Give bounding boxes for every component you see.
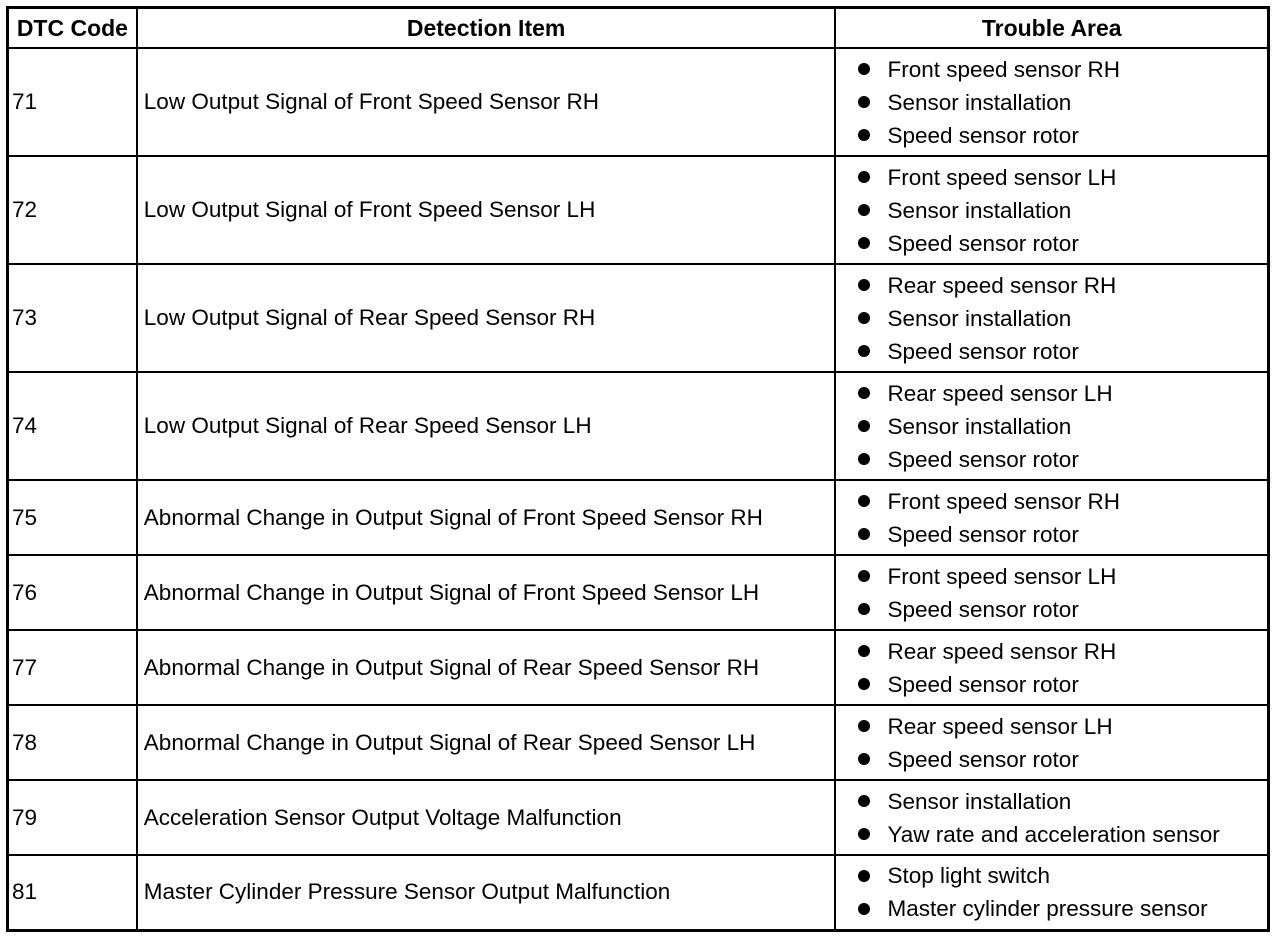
table-row xyxy=(8,630,1269,705)
table-row xyxy=(8,780,1269,855)
bullet-icon xyxy=(858,453,870,465)
bullet-icon xyxy=(858,420,870,432)
trouble-area-text: Rear speed sensor LH xyxy=(887,713,1113,739)
list-item xyxy=(858,785,1267,818)
trouble-area-cell xyxy=(835,372,1268,480)
list-item xyxy=(858,743,1267,776)
list-item xyxy=(858,518,1267,551)
trouble-area-list xyxy=(858,635,1267,701)
list-item xyxy=(858,302,1267,335)
bullet-icon xyxy=(858,720,870,732)
trouble-area-text: Master cylinder pressure sensor xyxy=(887,896,1208,922)
detection-item-cell: Master Cylinder Pressure Sensor Output Malfunction xyxy=(137,855,836,930)
bullet-icon xyxy=(858,795,870,807)
list-item xyxy=(858,119,1267,152)
header-trouble-area: Trouble Area xyxy=(835,8,1268,49)
list-item xyxy=(858,86,1267,119)
detection-item-cell: Abnormal Change in Output Signal of Rear Speed Sensor RH xyxy=(137,630,836,705)
trouble-area-list xyxy=(858,785,1267,851)
list-item xyxy=(858,560,1267,593)
table-row xyxy=(8,156,1269,264)
trouble-area-cell xyxy=(835,156,1268,264)
detection-item-cell: Low Output Signal of Rear Speed Sensor RH xyxy=(137,264,836,372)
bullet-icon xyxy=(858,870,870,882)
trouble-area-list xyxy=(858,710,1267,776)
header-detection-item: Detection Item xyxy=(137,8,836,49)
bullet-icon xyxy=(858,678,870,690)
trouble-area-text: Rear speed sensor LH xyxy=(887,380,1113,406)
dtc-code-cell: 77 xyxy=(8,630,137,705)
bullet-icon xyxy=(858,345,870,357)
trouble-area-text: Speed sensor rotor xyxy=(887,338,1079,364)
list-item xyxy=(858,443,1267,476)
trouble-area-text: Speed sensor rotor xyxy=(887,521,1079,547)
detection-item-cell: Abnormal Change in Output Signal of Front Speed Sensor RH xyxy=(137,480,836,555)
table-row xyxy=(8,372,1269,480)
table-row xyxy=(8,555,1269,630)
list-item xyxy=(858,227,1267,260)
detection-item-cell: Low Output Signal of Front Speed Sensor LH xyxy=(137,156,836,264)
list-item xyxy=(858,485,1267,518)
bullet-icon xyxy=(858,129,870,141)
trouble-area-text: Speed sensor rotor xyxy=(887,671,1079,697)
trouble-area-text: Speed sensor rotor xyxy=(887,230,1079,256)
list-item xyxy=(858,377,1267,410)
bullet-icon xyxy=(858,204,870,216)
list-item xyxy=(858,635,1267,668)
dtc-table xyxy=(6,6,1270,932)
header-dtc-code: DTC Code xyxy=(8,8,137,49)
trouble-area-text: Sensor installation xyxy=(887,788,1072,814)
trouble-area-text: Front speed sensor LH xyxy=(887,164,1117,190)
list-item xyxy=(858,161,1267,194)
bullet-icon xyxy=(858,312,870,324)
trouble-area-text: Speed sensor rotor xyxy=(887,596,1079,622)
bullet-icon xyxy=(858,570,870,582)
bullet-icon xyxy=(858,528,870,540)
detection-item-cell: Acceleration Sensor Output Voltage Malfunction xyxy=(137,780,836,855)
trouble-area-text: Front speed sensor RH xyxy=(887,56,1121,82)
bullet-icon xyxy=(858,387,870,399)
trouble-area-text: Sensor installation xyxy=(887,89,1072,115)
trouble-area-text: Speed sensor rotor xyxy=(887,122,1079,148)
trouble-area-list xyxy=(858,269,1267,368)
list-item xyxy=(858,892,1267,925)
table-row xyxy=(8,705,1269,780)
bullet-icon xyxy=(858,828,870,840)
bullet-icon xyxy=(858,495,870,507)
trouble-area-text: Stop light switch xyxy=(887,863,1051,889)
detection-item-cell: Low Output Signal of Front Speed Sensor RH xyxy=(137,48,836,156)
trouble-area-cell xyxy=(835,780,1268,855)
trouble-area-cell xyxy=(835,264,1268,372)
dtc-code-cell: 75 xyxy=(8,480,137,555)
trouble-area-cell xyxy=(835,855,1268,930)
trouble-area-text: Front speed sensor LH xyxy=(887,563,1117,589)
trouble-area-cell xyxy=(835,480,1268,555)
list-item xyxy=(858,269,1267,302)
bullet-icon xyxy=(858,171,870,183)
trouble-area-text: Rear speed sensor RH xyxy=(887,272,1117,298)
table-row xyxy=(8,48,1269,156)
bullet-icon xyxy=(858,753,870,765)
list-item xyxy=(858,593,1267,626)
trouble-area-list xyxy=(858,560,1267,626)
trouble-area-text: Speed sensor rotor xyxy=(887,446,1079,472)
trouble-area-list xyxy=(858,161,1267,260)
list-item xyxy=(858,410,1267,443)
trouble-area-list xyxy=(858,485,1267,551)
trouble-area-cell xyxy=(835,48,1268,156)
detection-item-cell: Abnormal Change in Output Signal of Front Speed Sensor LH xyxy=(137,555,836,630)
dtc-code-cell: 78 xyxy=(8,705,137,780)
trouble-area-text: Front speed sensor RH xyxy=(887,488,1121,514)
trouble-area-text: Sensor installation xyxy=(887,413,1072,439)
dtc-code-cell: 79 xyxy=(8,780,137,855)
table-body xyxy=(8,48,1269,930)
list-item xyxy=(858,818,1267,851)
dtc-code-cell: 81 xyxy=(8,855,137,930)
table-row xyxy=(8,855,1269,930)
trouble-area-list xyxy=(858,859,1267,925)
dtc-code-cell: 76 xyxy=(8,555,137,630)
dtc-code-cell: 71 xyxy=(8,48,137,156)
bullet-icon xyxy=(858,645,870,657)
list-item xyxy=(858,53,1267,86)
list-item xyxy=(858,710,1267,743)
bullet-icon xyxy=(858,96,870,108)
trouble-area-text: Speed sensor rotor xyxy=(887,746,1079,772)
detection-item-cell: Low Output Signal of Rear Speed Sensor LH xyxy=(137,372,836,480)
trouble-area-cell xyxy=(835,630,1268,705)
list-item xyxy=(858,859,1267,892)
list-item xyxy=(858,668,1267,701)
table-row xyxy=(8,264,1269,372)
detection-item-cell: Abnormal Change in Output Signal of Rear Speed Sensor LH xyxy=(137,705,836,780)
trouble-area-list xyxy=(858,53,1267,152)
trouble-area-cell xyxy=(835,705,1268,780)
trouble-area-text: Sensor installation xyxy=(887,197,1072,223)
trouble-area-text: Yaw rate and acceleration sensor xyxy=(887,821,1220,847)
bullet-icon xyxy=(858,237,870,249)
trouble-area-text: Sensor installation xyxy=(887,305,1072,331)
header-row xyxy=(8,8,1269,49)
dtc-code-cell: 74 xyxy=(8,372,137,480)
dtc-code-cell: 72 xyxy=(8,156,137,264)
bullet-icon xyxy=(858,603,870,615)
dtc-code-cell: 73 xyxy=(8,264,137,372)
trouble-area-text: Rear speed sensor RH xyxy=(887,638,1117,664)
trouble-area-cell xyxy=(835,555,1268,630)
list-item xyxy=(858,335,1267,368)
bullet-icon xyxy=(858,63,870,75)
bullet-icon xyxy=(858,279,870,291)
list-item xyxy=(858,194,1267,227)
bullet-icon xyxy=(858,903,870,915)
table-row xyxy=(8,480,1269,555)
trouble-area-list xyxy=(858,377,1267,476)
